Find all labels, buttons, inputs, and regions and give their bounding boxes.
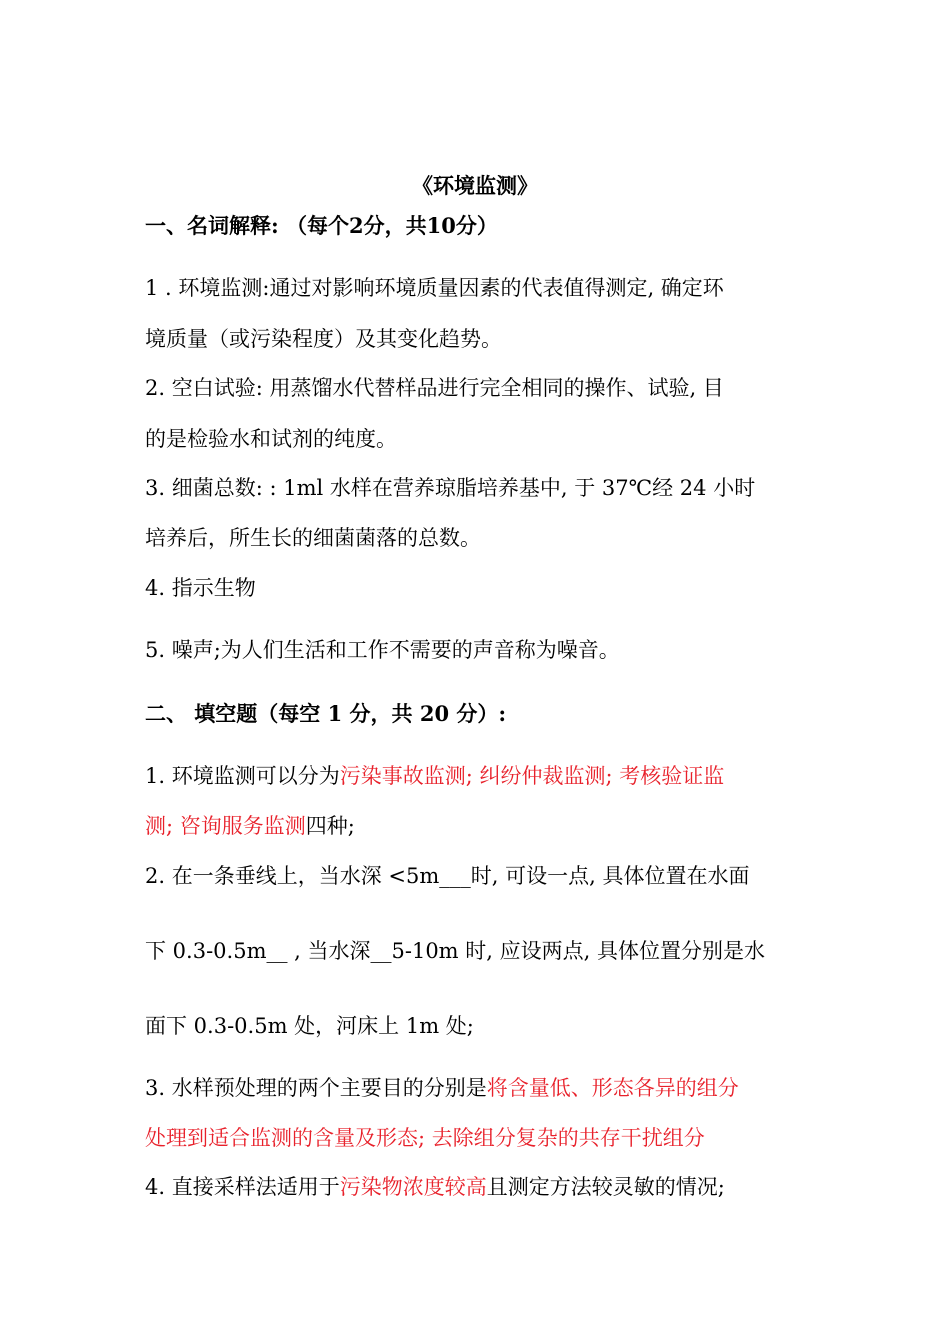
section-1-heading: 一、名词解释: （每个2分，共10分） [145, 213, 498, 238]
definition-line-7: 4. 指示生物 [145, 576, 256, 600]
fill-q1-suffix: 四种; [305, 814, 355, 838]
fill-q3-prefix: 3. 水样预处理的两个主要目的分别是 [145, 1076, 487, 1100]
fill-q2-line-2: 下 0.3-0.5m__ , 当水深__5-10m 时, 应设两点, 具体位置分别是水 [145, 939, 765, 963]
fill-q1-line-1 [145, 760, 810, 790]
definition-line-6: 培养后，所生长的细菌菌落的总数。 [145, 526, 481, 550]
fill-q2-line-3: 面下 0.3-0.5m 处，河床上 1m 处; [145, 1014, 474, 1038]
fill-q1-prefix: 1. 环境监测可以分为 [145, 764, 340, 788]
fill-q2-line-1: 2. 在一条垂线上，当水深 <5m___时, 可设一点, 具体位置在水面 [145, 864, 750, 888]
definition-line-2: 境质量（或污染程度）及其变化趋势。 [145, 327, 502, 351]
fill-q4-prefix: 4. 直接采样法适用于 [145, 1175, 340, 1199]
section-2-heading: 二、 填空题（每空 1 分，共 20 分）: [145, 701, 507, 726]
fill-q3-answer-1: 将含量低、形态各异的组分 [486, 1076, 739, 1100]
fill-q4-suffix: 且测定方法较灵敏的情况; [486, 1175, 725, 1199]
definition-line-1: 1 . 环境监测:通过对影响环境质量因素的代表值得测定, 确定环 [145, 276, 724, 300]
fill-q1-answer-2: 测; 咨询服务监测 [145, 814, 306, 838]
fill-q3-answer-2: 处理到适合监测的含量及形态; 去除组分复杂的共存干扰组分 [145, 1126, 705, 1150]
fill-q1-line-2 [145, 810, 810, 840]
fill-q3-line-2 [145, 1122, 810, 1152]
definition-line-4: 的是检验水和试剂的纯度。 [145, 427, 397, 451]
document-title: 《环境监测》 [412, 173, 538, 198]
definition-line-5: 3. 细菌总数: : 1ml 水样在营养琼脂培养基中, 于 37℃经 24 小时 [145, 476, 756, 500]
fill-q1-answer-1: 污染事故监测; 纠纷仲裁监测; 考核验证监 [339, 764, 725, 788]
fill-q3-line-1 [145, 1072, 810, 1102]
fill-q4-answer: 污染物浓度较高 [339, 1175, 487, 1199]
definition-line-3: 2. 空白试验: 用蒸馏水代替样品进行完全相同的操作、试验, 目 [145, 376, 724, 400]
definition-line-8: 5. 噪声;为人们生活和工作不需要的声音称为噪音。 [145, 638, 620, 662]
fill-q4-line-1 [145, 1171, 810, 1201]
